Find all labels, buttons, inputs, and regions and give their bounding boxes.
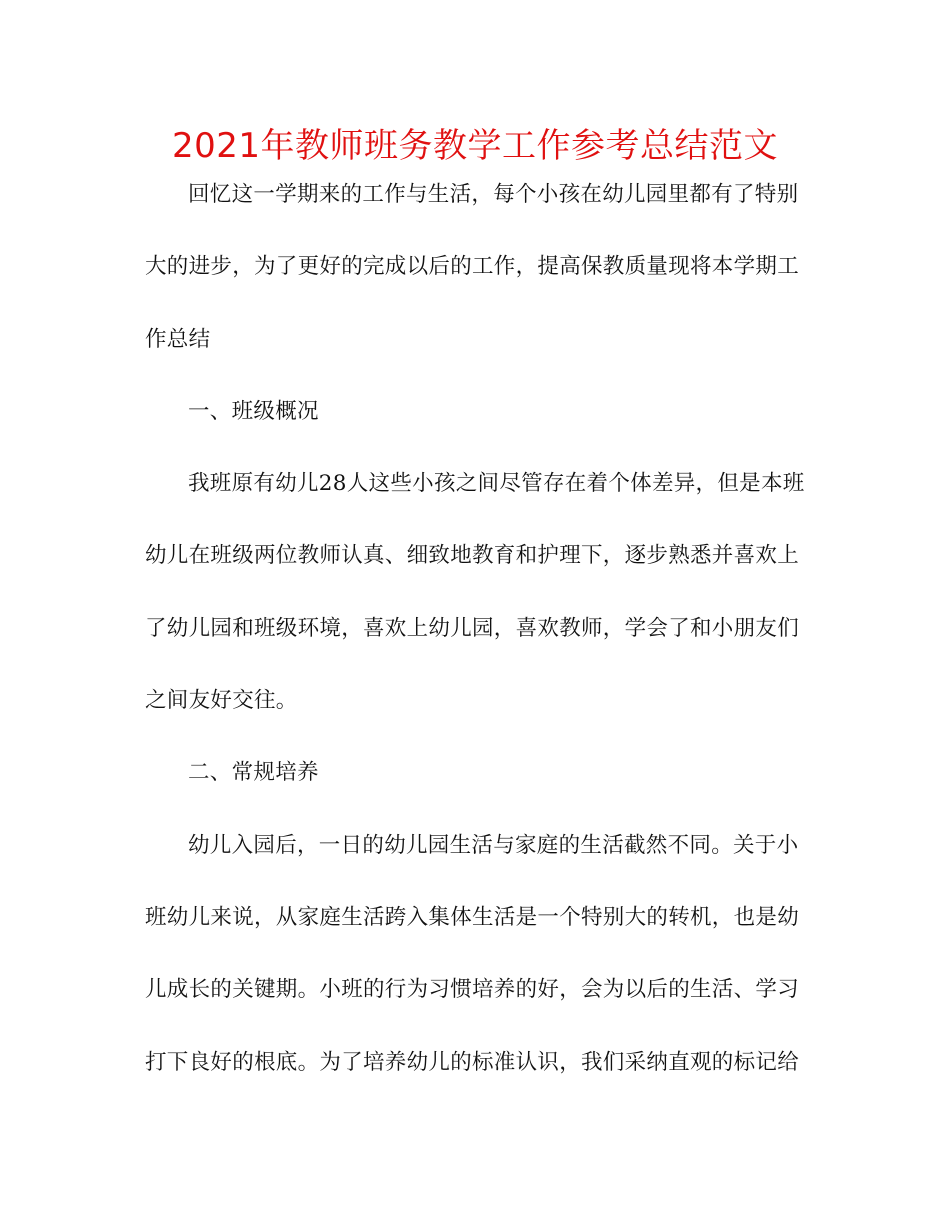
paragraph-line: 作总结 bbox=[145, 326, 211, 352]
document-title: 2021年教师班务教学工作参考总结范文 bbox=[171, 126, 779, 166]
section-heading-class-overview: 一、班级概况 bbox=[188, 398, 319, 424]
paragraph-line: 班幼儿来说，从家庭生活跨入集体生活是一个特别大的转机，也是幼 bbox=[145, 904, 800, 930]
paragraph-line: 了幼儿园和班级环境，喜欢上幼儿园，喜欢教师，学会了和小朋友们 bbox=[145, 615, 800, 641]
paragraph-line: 回忆这一学期来的工作与生活，每个小孩在幼儿园里都有了特别 bbox=[188, 182, 799, 207]
paragraph-line: 大的进步，为了更好的完成以后的工作，提高保教质量现将本学期工 bbox=[145, 254, 800, 280]
document-body bbox=[145, 180, 805, 1120]
paragraph-line: 幼儿入园后，一日的幼儿园生活与家庭的生活截然不同。关于小 bbox=[188, 832, 799, 858]
paragraph-line: 幼儿在班级两位教师认真、细致地教育和护理下，逐步熟悉并喜欢上 bbox=[145, 543, 800, 569]
paragraph-line: 打下良好的根底。为了培养幼儿的标准认识，我们采纳直观的标记给 bbox=[145, 1049, 800, 1075]
paragraph-line: 之间友好交往。 bbox=[145, 688, 298, 714]
section-heading-routine-training: 二、常规培养 bbox=[188, 760, 319, 786]
paragraph-line: 儿成长的关键期。小班的行为习惯培养的好，会为以后的生活、学习 bbox=[145, 977, 800, 1003]
paragraph-line: 我班原有幼儿28人这些小孩之间尽管存在着个体差异，但是本班 bbox=[188, 471, 805, 497]
